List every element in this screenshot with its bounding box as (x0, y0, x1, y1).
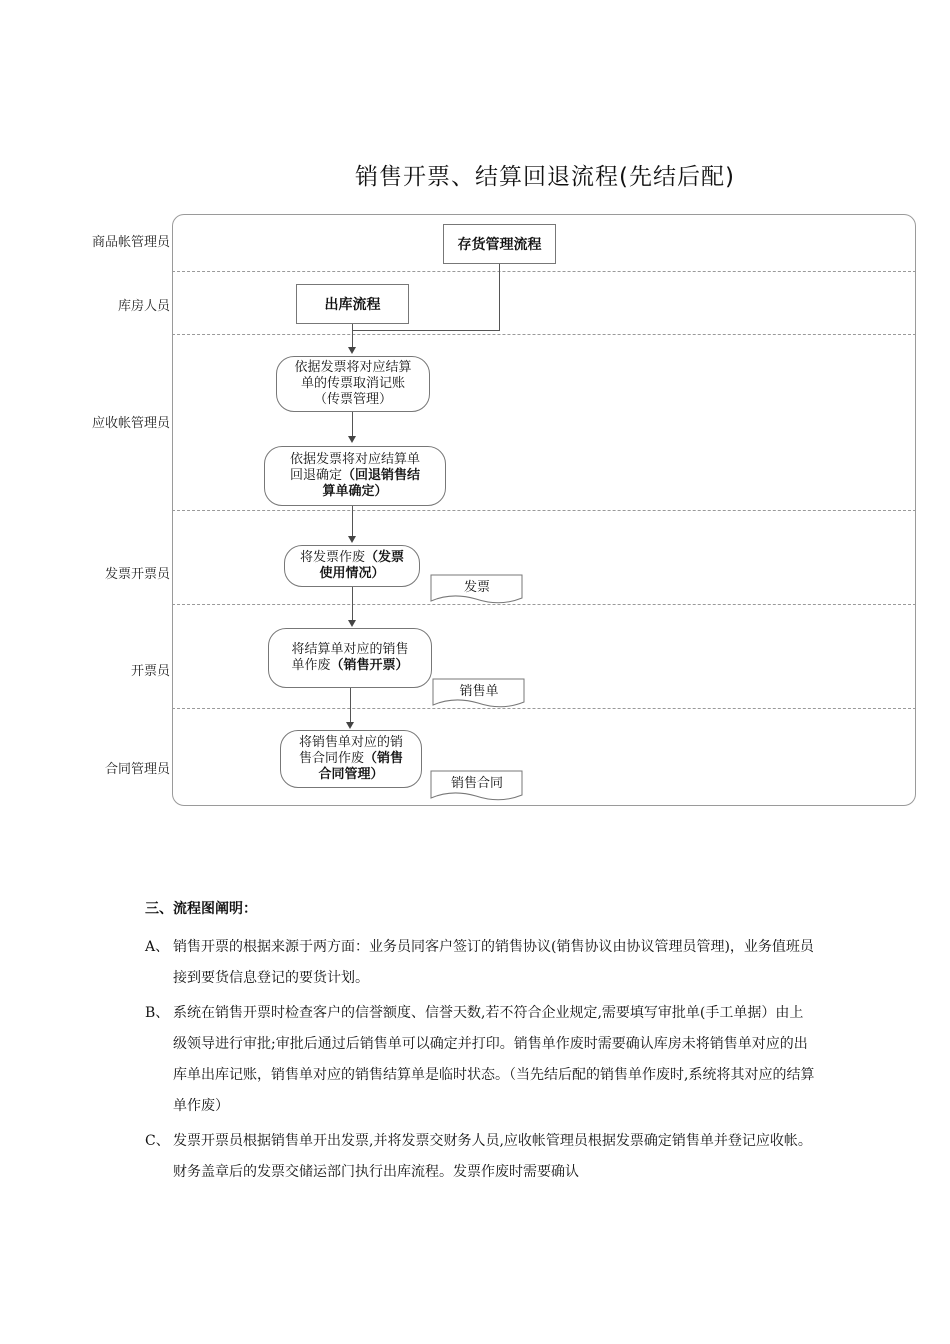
invoice-document (430, 574, 524, 604)
node-text-bold: （回退销售结 (342, 468, 421, 483)
node-text: 售合同作废 (298, 751, 364, 766)
inventory-flow-node: 存货管理流程 (443, 224, 556, 264)
lane-divider (172, 510, 916, 511)
lane-label-receivable-manager: 应收帐管理员 (91, 416, 170, 431)
document-label: 发票 (463, 580, 490, 595)
node-text-bold: （销售 (364, 751, 404, 766)
node-text: 依据发票将对应结算单 (289, 452, 420, 467)
note-letter: A、 (145, 939, 170, 955)
lane-label-invoice-issuer: 发票开票员 (104, 567, 170, 582)
sales-order-document (432, 678, 526, 708)
node-text: 将发票作废 (299, 550, 365, 565)
note-item (145, 998, 815, 1122)
connector-line (352, 324, 353, 347)
node-text-bold: 使用情况） (319, 566, 385, 581)
node-text: （传票管理） (313, 392, 392, 407)
node-text-bold: 合同管理） (318, 767, 384, 782)
connector-line (352, 412, 353, 436)
arrow-head (348, 536, 356, 543)
note-text: 系统在销售开票时检查客户的信誉额度、信誉天数,若不符合企业规定,需要填写审批单(手工单据）由上级领导进行审批;审批后通过后销售单可以确定并打印。销售单作废时需要确认库房未将销售单对应的出库单出库记账，销售单对应的销售结算单是临时状态。（当先结后配的销售单作废时,系统将其对应的结算单作废） (173, 1005, 815, 1114)
node-text: 将结算单对应的销售 (291, 642, 409, 657)
lane-divider (172, 604, 916, 605)
lane-label-billing-clerk: 开票员 (130, 664, 170, 679)
note-text: 销售开票的根据来源于两方面：业务员同客户签订的销售协议(销售协议由协议管理员管理)，业务值班员接到要货信息登记的要货计划。 (173, 939, 814, 986)
rollback-confirm-node (264, 446, 446, 506)
connector-line (352, 330, 500, 331)
lane-divider (172, 334, 916, 335)
node-text-bold: （发票 (365, 550, 405, 565)
lane-divider (172, 271, 916, 272)
node-text: 将销售单对应的销 (298, 735, 403, 750)
connector-line (499, 264, 500, 331)
node-text-bold: （销售开票） (330, 658, 409, 673)
node-text: 单的传票取消记账 (300, 376, 405, 391)
lane-label-warehouse-staff: 库房人员 (117, 299, 170, 314)
node-text-bold: 算单确定） (322, 484, 388, 499)
notes-section (145, 898, 815, 1188)
sales-order-void-node (268, 628, 432, 688)
document-label: 销售合同 (450, 776, 503, 791)
contract-void-node (280, 730, 422, 788)
arrow-head (346, 722, 354, 729)
note-letter: C、 (145, 1133, 170, 1149)
lane-label-contract-manager: 合同管理员 (104, 762, 170, 777)
note-item (145, 1126, 815, 1188)
arrow-head (348, 620, 356, 627)
lane-divider (172, 708, 916, 709)
outbound-flow-node: 出库流程 (296, 284, 409, 324)
connector-line (352, 506, 353, 536)
node-text: 单作废 (291, 658, 331, 673)
note-letter: B、 (145, 1005, 170, 1021)
invoice-void-node (284, 545, 420, 587)
cancel-accounting-node (276, 356, 430, 412)
arrow-head (348, 347, 356, 354)
node-text: 依据发票将对应结算 (294, 360, 412, 375)
diagram-title: 销售开票、结算回退流程(先结后配) (355, 164, 735, 190)
notes-heading: 三、流程图阐明： (145, 901, 257, 917)
lane-label-goods-account-manager: 商品帐管理员 (91, 235, 170, 250)
connector-line (350, 688, 351, 723)
connector-line (352, 587, 353, 620)
arrow-head (348, 436, 356, 443)
sales-contract-document (430, 770, 524, 802)
node-text: 回退确定 (289, 468, 342, 483)
note-item (145, 932, 815, 994)
document-label: 销售单 (459, 684, 499, 699)
note-text: 发票开票员根据销售单开出发票,并将发票交财务人员,应收帐管理员根据发票确定销售单并登记应收帐。财务盖章后的发票交储运部门执行出库流程。发票作废时需要确认 (173, 1133, 812, 1180)
